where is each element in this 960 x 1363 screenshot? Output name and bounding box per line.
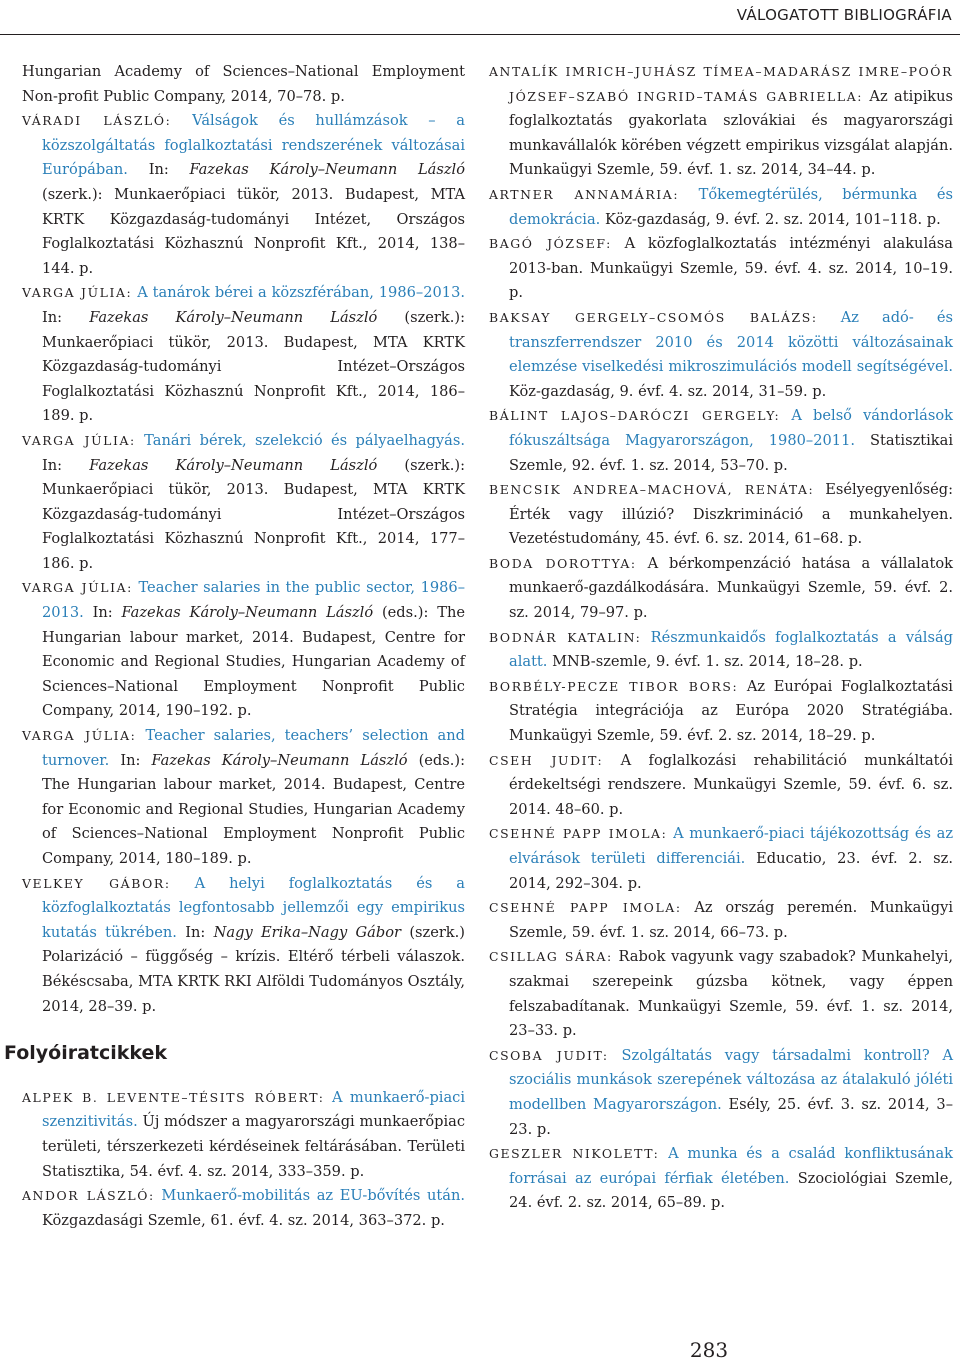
bibliography-entry	[22, 1086, 465, 1184]
entry-editors: Fazekas Károly–Neumann László	[121, 604, 374, 622]
bibliography-entry	[22, 1184, 465, 1233]
entry-in: In:	[127, 161, 190, 179]
entry-author: BÁLINT LAJOS–DARÓCZI GERGELY:	[489, 408, 781, 424]
entry-editors: Nagy Erika–Nagy Gábor	[213, 923, 401, 941]
entry-title-link: Tanári bérek, szelekció és pályaelhagyás.	[144, 431, 466, 449]
entry-author: VARGA JÚLIA:	[22, 285, 133, 301]
entry-author: BODNÁR KATALIN:	[489, 629, 642, 645]
entry-author: VÁRADI LÁSZLÓ:	[22, 113, 172, 129]
entry-author: VELKEY GÁBOR:	[22, 875, 171, 891]
entry-rest: Az atipikus foglalkoztatás gyakorlata szlovákiai és magyarországi munkavállalók körében végzett empirikus vizsgálat alapján. Munkaügyi Szemle, 59. évf. 1. sz. 2014, 34–44. p.	[509, 87, 953, 179]
bibliography-entry	[22, 724, 465, 872]
entry-editors: Fazekas Károly–Neumann László	[189, 161, 465, 179]
entry-rest: Statisztikai Szemle, 92. évf. 1. sz. 2014, 53–70. p.	[509, 431, 954, 474]
entry-rest: (szerk.): Munkaerőpiaci tükör, 2013. Budapest, MTA KRTK Közgazdaság-tudományi Intézet–Országos Foglalkoztatási Közhasznú Nonprofit Kft., 2014, 186–189. p.	[42, 308, 466, 425]
entry-title-link: Szolgáltatás vagy társadalmi kontroll? A szociális munkások szerepének változása az átalakuló jóléti modellben Magyarországon.	[509, 1046, 953, 1113]
entry-title-link: A helyi foglalkoztatás és a közfoglalkoztatás legfontosabb jellemzői egy empirikus kutatás tükrében.	[42, 874, 465, 941]
entry-title-link: Tőkemegtérülés, bérmunka és demokrácia.	[509, 185, 953, 228]
entry-title-link: Válságok és hullámzások – a közszolgáltatás foglalkoztatási rendszerének változásai Európában.	[42, 112, 465, 179]
entry-rest: MNB-szemle, 9. évf. 1. sz. 2014, 18–28. p.	[547, 653, 863, 671]
entry-rest: Szociológiai Szemle, 24. évf. 2. sz. 2014, 65–89. p.	[509, 1169, 953, 1212]
entry-author: ANDOR LÁSZLÓ:	[22, 1188, 155, 1204]
entry-editors: Fazekas Károly–Neumann László	[151, 751, 408, 769]
entry-title-link: Teacher salaries, teachers’ selection and turnover.	[42, 727, 466, 769]
entry-rest: (szerk.): Munkaerőpiaci tükör, 2013. Budapest, MTA KRTK Közgazdaság-tudományi Intézet–Országos Foglalkoztatási Közhasznú Nonprofit Kft., 2014, 177–186. p.	[42, 456, 466, 572]
bibliography-entry	[489, 945, 953, 1043]
bibliography-entry	[489, 306, 953, 404]
entry-title-link: A munka és a család konfliktusának forrásai az európai férfiak életében.	[509, 1145, 953, 1187]
entry-author: ARTNER ANNAMÁRIA:	[489, 186, 680, 202]
entry-rest: Közgazdasági Szemle, 61. évf. 4. sz. 2014, 363–372. p.	[42, 1211, 445, 1229]
entry-rest: Köz-gazdaság, 9. évf. 4. sz. 2014, 31–59. p.	[509, 382, 827, 400]
bibliography-entry	[489, 404, 953, 478]
entry-title-link: A tanárok bérei a közszférában, 1986–2013.	[137, 284, 465, 302]
entry-author: VARGA JÚLIA:	[22, 432, 136, 448]
entry-author: BAGÓ JÓZSEF:	[489, 236, 612, 252]
entry-author: ALPEK B. LEVENTE–TÉSITS RÓBERT:	[22, 1089, 325, 1105]
bibliography-entry	[22, 109, 465, 281]
bibliography-entry	[489, 60, 953, 183]
entry-in: In:	[176, 923, 214, 941]
entry-rest: Az ország peremén. Munkaügyi Szemle, 59. évf. 1. sz. 2014, 66–73. p.	[509, 899, 953, 941]
bibliography-entry	[489, 749, 953, 823]
bibliography-entry	[489, 675, 953, 749]
entry-author: VARGA JÚLIA:	[22, 580, 133, 596]
entry-rest: A közfoglalkoztatás intézményi alakulása 2013-ban. Munkaügyi Szemle, 59. évf. 4. sz. 2014, 10–19. p.	[509, 235, 953, 302]
entry-rest: (szerk.): Munkaerőpiaci tükör, 2013. Budapest, MTA KRTK Közgazdaság-tudományi Intézet, Országos Foglalkoztatási Közhasznú Nonprofit Kft., 2014, 138–144. p.	[42, 185, 465, 277]
entry-title-link: Részmunkaidős foglalkoztatás a válság alatt.	[509, 628, 953, 671]
entry-author: BORBÉLY-PECZE TIBOR BORS:	[489, 678, 739, 694]
entry-in: In:	[109, 751, 152, 769]
entry-rest: Esély, 25. évf. 3. sz. 2014, 3–23. p.	[509, 1095, 953, 1138]
entry-rest: Új módszer a magyarországi munkaerőpiac területi, térszerkezeti kérdéseinek feltárásában. Területi Statisztika, 54. évf. 4. sz. 2014, 333–359. p.	[42, 1113, 465, 1180]
entry-author: CSEH JUDIT:	[489, 752, 604, 768]
entry-author: BODA DOROTTYA:	[489, 555, 637, 571]
entry-editors: Fazekas Károly–Neumann László	[89, 456, 378, 474]
entry-in: In:	[42, 308, 90, 326]
page-number: 283	[689, 1338, 729, 1362]
header-rule	[0, 34, 960, 35]
bibliography-entry	[489, 1044, 953, 1142]
entry-author: CSOBA JUDIT:	[489, 1047, 609, 1063]
entry-author: ANTALÍK IMRICH–JUHÁSZ TÍMEA–MADARÁSZ IMRE–POÓR JÓZSEF–SZABÓ INGRID–TAMÁS GABRIELLA:	[489, 64, 953, 104]
entry-rest: Esélyegyenlőség: Érték vagy illúzió? Diszkrimináció a munkahelyen. Vezetéstudomány, 45. évf. 6. sz. 2014, 61–68. p.	[509, 481, 953, 548]
bibliography-entry	[489, 183, 953, 232]
entry-rest: Az Európai Foglalkoztatási Stratégia integrációja az Európa 2020 Stratégiába. Munkaügyi Szemle, 59. évf. 2. sz. 2014, 18–29. p.	[509, 677, 953, 745]
bibliography-entry	[489, 232, 953, 306]
entry-rest: Rabok vagyunk vagy szabadok? Munkahelyi, szakmai szerepeink gúzsba kötnek, vagy éppen felszabadítanak. Munkaügyi Szemle, 59. évf. 1. sz. 2014, 23–33. p.	[509, 948, 954, 1040]
bibliography-entry	[489, 552, 953, 626]
bibliography-entry	[22, 872, 465, 1020]
bibliography-entry	[489, 896, 953, 945]
entry-author: GESZLER NIKOLETT:	[489, 1146, 660, 1162]
running-header: VÁLOGATOTT BIBLIOGRÁFIA	[736, 6, 952, 24]
entry-title-link: A munkaerő-piaci tájékozottság és az elvárások területi differenciái.	[509, 825, 954, 867]
entry-in: In:	[42, 456, 90, 474]
bibliography-entry	[489, 478, 953, 552]
entry-author: CSILLAG SÁRA:	[489, 949, 613, 965]
entry-rest: Educatio, 23. évf. 2. sz. 2014, 292–304. p.	[509, 850, 953, 892]
section-heading: Folyóiratcikkek	[4, 1042, 168, 1065]
entry-author: CSEHNÉ PAPP IMOLA:	[489, 826, 668, 842]
entry-rest: Köz-gazdaság, 9. évf. 2. sz. 2014, 101–118. p.	[600, 210, 941, 228]
entry-rest: (szerk.) Polarizáció – függőség – krízis. Eltérő térbeli válaszok. Békéscsaba, MTA KRTK RKI Alföldi Tudományos Osztály, 2014, 28–39. p.	[42, 923, 465, 1015]
continuation-text: Hungarian Academy of Sciences–National Employment Non-profit Public Company, 2014, 70–78. p.	[22, 63, 465, 105]
bibliography-entry	[489, 626, 953, 675]
entry-rest: (eds.): The Hungarian labour market, 2014. Budapest, Centre for Economic and Regional Studies, Hungarian Academy of Sciences–National Employment Nonprofit Public Company, 2014, 190–192. p.	[42, 604, 465, 720]
entry-rest: A foglalkozási rehabilitáció munkáltatói érdekeltségi rendszere. Munkaügyi Szemle, 59. évf. 6. sz. 2014. 48–60. p.	[509, 751, 953, 818]
entry-title-link: Munkaerő-mobilitás az EU-bővítés után.	[161, 1187, 465, 1205]
entry-author: CSEHNÉ PAPP IMOLA:	[489, 900, 682, 916]
entry-author: BAKSAY GERGELY–CSOMÓS BALÁZS:	[489, 309, 818, 325]
entry-title-link: A belső vándorlások fókuszáltsága Magyarországon, 1980–2011.	[509, 407, 953, 449]
entry-rest: (eds.): The Hungarian labour market, 2014. Budapest, Centre for Economic and Regional Studies, Hungarian Academy of Sciences–National Employment Nonprofit Public Company, 2014, 180–189. p.	[42, 751, 465, 867]
entry-author: VARGA JÚLIA:	[22, 728, 137, 744]
entry-in: In:	[83, 604, 122, 622]
entry-editors: Fazekas Károly–Neumann László	[89, 308, 378, 326]
entry-title-link: A munkaerő-piaci szenzitivitás.	[42, 1088, 465, 1131]
entry-title-link: Az adó- és transzferrendszer 2010 és 2014 közötti változásainak elemzése viselkedési mikroszimulációs modell segítségével.	[509, 308, 953, 376]
bibliography-entry	[22, 429, 465, 577]
left-entries-journal	[22, 1086, 465, 1234]
entry-author: BENCSIK ANDREA–MACHOVÁ, RENÁTA:	[489, 482, 815, 498]
right-entries	[489, 60, 953, 1216]
bibliography-entry	[22, 281, 465, 429]
left-entries	[22, 109, 465, 1019]
bibliography-entry	[22, 576, 465, 724]
right-column	[489, 60, 953, 1216]
entry-rest: A bérkompenzáció hatása a vállalatok munkaerő-gazdálkodására. Munkaügyi Szemle, 59. évf. 2. sz. 2014, 79–97. p.	[509, 554, 953, 622]
bibliography-entry	[489, 1142, 953, 1216]
bibliography-entry	[489, 822, 953, 896]
entry-title-link: Teacher salaries in the public sector, 1986–2013.	[42, 579, 466, 622]
left-column	[4, 60, 466, 1233]
